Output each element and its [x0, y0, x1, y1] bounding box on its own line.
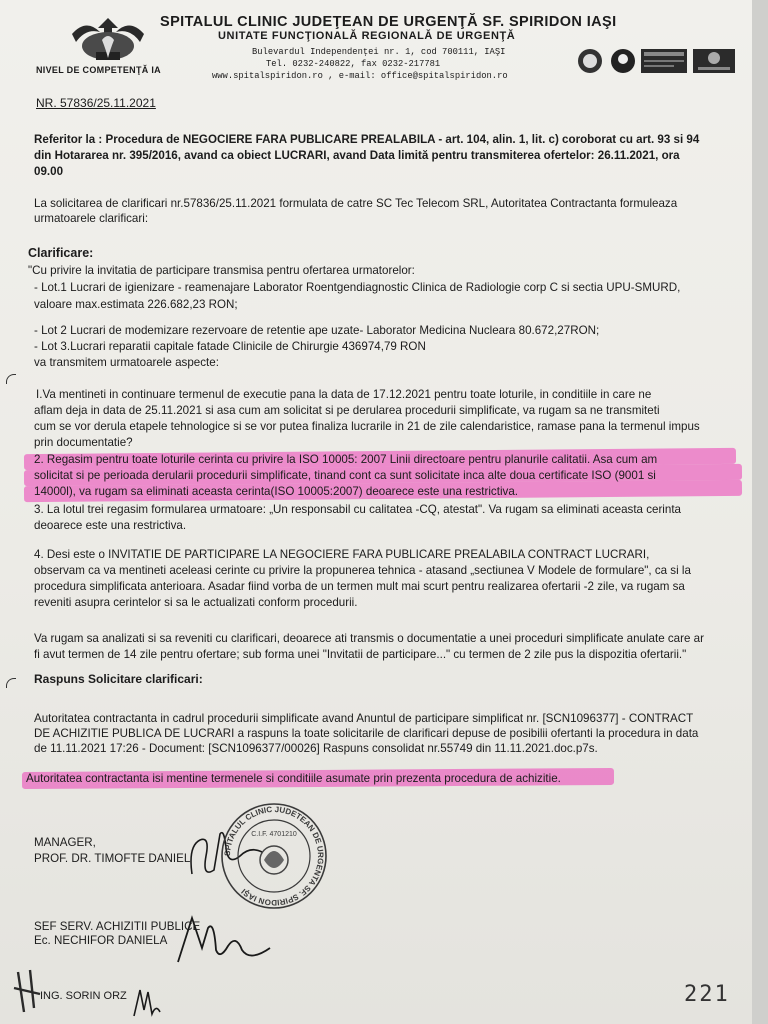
hospital-phone: Tel. 0232-240822, fax 0232-217781 [266, 59, 441, 69]
anmcs-badge [575, 48, 605, 74]
clarificare-line-3: valoare max.estimata 226.682,23 RON; [34, 298, 238, 311]
hospital-name: SPITALUL CLINIC JUDEŢEAN DE URGENŢĂ SF. SPIRIDON IAŞI [160, 14, 617, 30]
referitor-line-1: Referitor la : Procedura de NEGOCIERE FARA PUBLICARE PREALABILA - art. 104, alin. 1, lit. c) coroborat cu art. 93 si 94 [34, 133, 700, 146]
raspuns-line-1: Autoritatea contractanta in cadrul procedurii simplificate avand Anuntul de participare simplificat nr. [SCN1096377] - CONTRACT [34, 712, 694, 725]
point-4-line-3: procedura simplificata anterioara. Asadar fiind vorba de un termen mult mai scurt pentru realizarea ofertarii -2 zile, va rugam sa [34, 580, 685, 593]
page-edge [752, 0, 768, 1024]
raspuns-line-3: de 11.11.2021 17:26 - Document: [SCN1096377/00026] Raspuns consolidat nr.55749 din 11.11.2021.doc.p7s. [34, 742, 598, 755]
competence-level: NIVEL DE COMPETENŢĂ IA [36, 65, 161, 75]
hospital-web: www.spitalspiridon.ro , e-mail: office@spitalspiridon.ro [212, 71, 508, 81]
unit-name: UNITATE FUNCŢIONALĂ REGIONALĂ DE URGENŢĂ [218, 30, 516, 42]
point-4-line-4: reveniti asupra cerintelor si sa le actualizati conform procedurii. [34, 596, 358, 609]
clarificare-line-4: - Lot 2 Lucrari de modemizare rezervoare de retentie ape uzate- Laborator Medicina Nucleara 80.672,27RON; [34, 324, 600, 337]
official-stamp [218, 800, 330, 912]
intro-line-1: La solicitarea de clarificari nr.57836/25.11.2021 formulata de catre SC Tec Telecom SRL, Autoritatea Contractanta formuleaza [34, 197, 678, 210]
raspuns-line-2: DE ACHIZITIE PUBLICA DE LUCRARI a raspuns la toate solicitarile de clarificari depuse de posibilii ofertanti la procedura in data [34, 727, 699, 740]
clarificare-heading: Clarificare: [28, 246, 94, 260]
pen-mark-2 [6, 678, 16, 688]
iso-certificate-badge [640, 48, 688, 74]
clarificare-line-6: va transmitem urmatoarele aspecte: [34, 356, 219, 369]
pen-mark [6, 374, 16, 384]
stamp-ring-text: SPITALUL CLINIC JUDETEAN DE URGENTA SF. SPIRIDON IAŞI [222, 804, 326, 908]
manager-title: MANAGER, [34, 836, 96, 849]
sef-name: Ec. NECHIFOR DANIELA [34, 934, 168, 947]
point-4-line-2: observam ca va mentineti aceleasi cerinte cu privire la propunerea tehnica - atasand „sectiunea V Modele de formulare", ca si la [34, 564, 691, 577]
page-number: 221 [684, 982, 730, 1007]
clarificare-line-1: "Cu privire la invitatia de participare transmisa pentru ofertarea urmatorelor: [28, 264, 415, 277]
point-1-line-4: prin documentatie? [34, 436, 133, 449]
closing-line-2: fi avut termen de 14 zile pentru ofertare; sub forma unei "Invitatii de participare..." cu termen de 2 zile pus la dispozitia ofertarii." [34, 648, 687, 661]
sef-title: SEF SERV. ACHIZITII PUBLICE [34, 920, 201, 933]
point-2-line-3: 14000l), va rugam sa eliminati aceasta cerinta(ISO 10005:2007) deoarece este una restrictiva. [34, 485, 518, 498]
closing-line-1: Va rugam sa analizati si sa reveniti cu clarificari, deoarece ati transmis o documentatie a unei proceduri simplificate anulate care ar [34, 632, 704, 645]
point-2-line-1: 2. Regasim pentru toate loturile cerinta cu privire la ISO 10005: 2007 Linii directoare pentru planurile calitatii. Asa cum am [34, 453, 658, 466]
clarificare-line-2: - Lot.1 Lucrari de igienizare - reamenajare Laborator Roentgendiagnostic Clinica de Radiologie corp C si sectia UPU-SMURD, [34, 281, 681, 294]
hospital-logo [66, 14, 150, 64]
stamp-code: C.I.F. 4701210 [251, 831, 297, 838]
ing-stamp-fragment [12, 968, 44, 1020]
quality-badge [692, 48, 736, 74]
certification-badge [610, 48, 636, 74]
referitor-line-3: 09.00 [34, 165, 64, 178]
referitor-line-2: din Hotararea nr. 395/2016, avand ca obiect LUCRARI, avand Data limită pentru transmiterea ofertelor: 26.11.2021, ora [34, 149, 680, 162]
ing-name: ING. SORIN ORZ [40, 990, 127, 1002]
hospital-address: Bulevardul Independenţei nr. 1, cod 700111, IAŞI [252, 47, 506, 57]
point-3-line-1: 3. La lotul trei regasim formularea urmatoare: „Un responsabil cu calitatea -CQ, atestat". Va rugam sa eliminati aceasta cerinta [34, 503, 682, 516]
point-3-line-2: deoarece este una restrictiva. [34, 519, 187, 532]
point-1-line-2: aflam deja in data de 25.11.2021 si asa cum am solicitat si pe derularea procedurii simplificate, va rugam sa ne transmiteti [34, 404, 660, 417]
manager-name: PROF. DR. TIMOFTE DANIEL [34, 852, 191, 865]
intro-line-2: urmatoarele clarificari: [34, 212, 149, 225]
point-1-line-3: cum se vor derula etapele tehnologice si se vor putea finaliza lucrarile in 21 de zile calendaristice, ramase pana la termenul impus [34, 420, 700, 433]
sef-signature [170, 900, 280, 970]
point-1-line-1: I.Va mentineti in continuare termenul de executie pana la data de 17.12.2021 pentru toate loturile, in conditiile in care ne [36, 388, 652, 401]
final-statement: Autoritatea contractanta isi mentine termenele si conditiile asumate prin prezenta procedura de achizitie. [26, 772, 561, 785]
clarificare-line-5: - Lot 3.Lucrari reparatii capitale fatade Clinicile de Chirurgie 436974,79 RON [34, 340, 426, 353]
ing-signature [130, 984, 164, 1022]
point-4-line-1: 4. Desi este o INVITATIE DE PARTICIPARE LA NEGOCIERE FARA PUBLICARE PREALABILA CONTRACT LUCRARI, [34, 548, 650, 561]
raspuns-heading: Raspuns Solicitare clarificari: [34, 672, 203, 686]
document-number: NR. 57836/25.11.2021 [36, 96, 156, 110]
point-2-line-2: solicitat si pe perioada derularii procedurii simplificate, tinand cont ca sunt solicitate inca alte doua certificate ISO (9001 si [34, 469, 656, 482]
